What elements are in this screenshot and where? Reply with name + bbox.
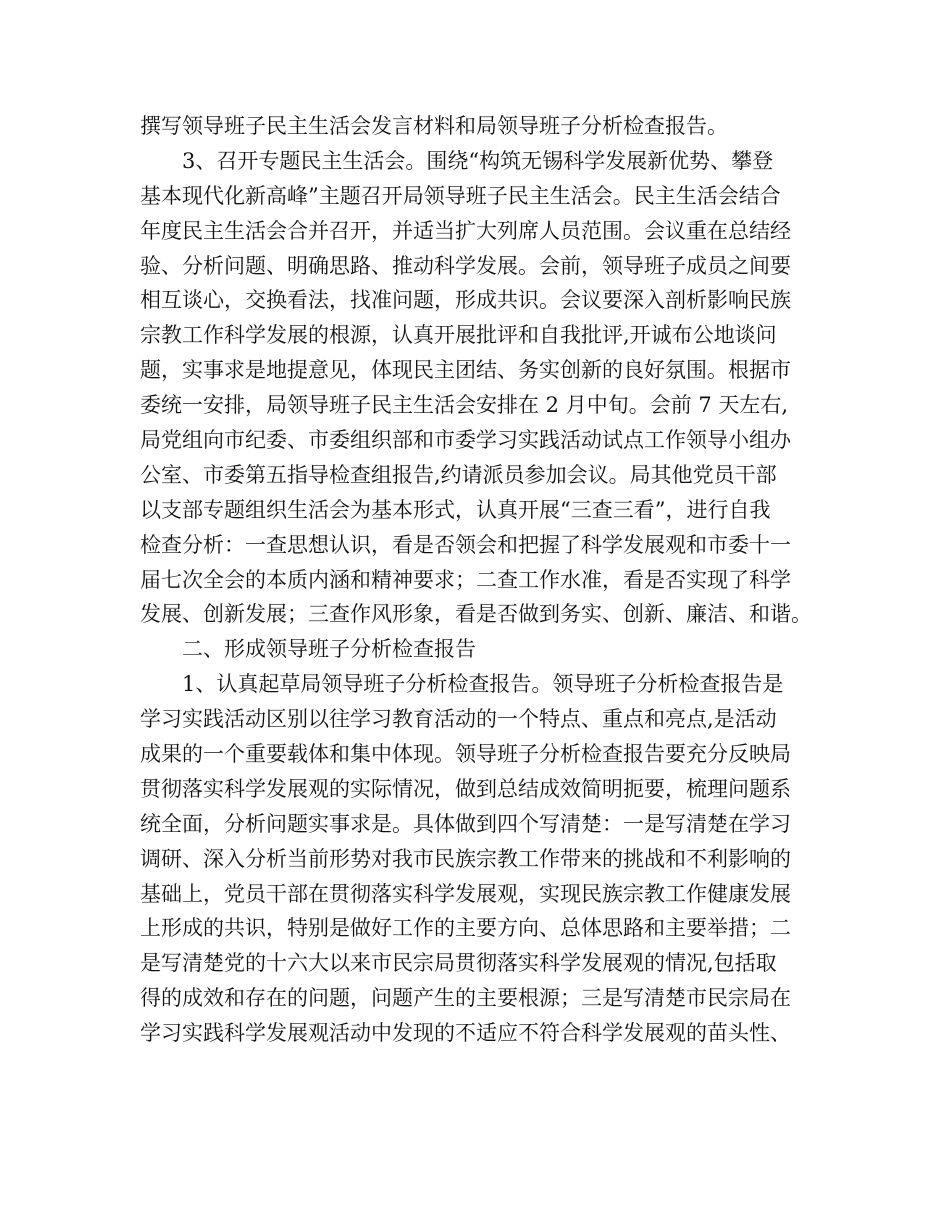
- text-line-26: 得的成效和存在的问题，问题产生的主要根源；三是写清楚市民宗局在: [140, 986, 791, 1011]
- section-heading: 二、形成领导班子分析检查报告: [182, 637, 476, 662]
- text-line-10: 局党组向市纪委、市委组织部和市委学习实践活动试点工作领导小组办: [140, 428, 791, 453]
- text-line-8: 题，实事求是地提意见，体现民主团结、务实创新的良好氛围。根据市: [140, 358, 791, 383]
- text-line-5: 验、分析问题、明确思路、推动科学发展。会前，领导班子成员之间要: [140, 253, 791, 278]
- text-line-14: 届七次全会的本质内涵和精神要求；二查工作水准，看是否实现了科学: [140, 567, 791, 592]
- text-line-17: 1、认真起草局领导班子分析检查报告。领导班子分析检查报告是: [182, 672, 784, 697]
- text-line-20: 贯彻落实科学发展观的实际情况，做到总结成效简明扼要，梳理问题系: [140, 776, 791, 801]
- text-line-15: 发展、创新发展；三查作风形象，看是否做到务实、创新、廉洁、和谐。: [140, 602, 812, 627]
- text-line-9: 委统一安排，局领导班子民主生活会安排在 2 月中旬。会前 7 天左右,: [140, 393, 789, 418]
- text-line-6: 相互谈心，交换看法，找准问题，形成共识。会议要深入剖析影响民族: [140, 288, 791, 313]
- document-body: [140, 109, 824, 1051]
- text-line-4: 年度民主生活会合并召开，并适当扩大列席人员范围。会议重在总结经: [140, 218, 791, 243]
- text-line-3: 基本现代化新高峰”主题召开局领导班子民主生活会。民主生活会结合: [140, 183, 781, 208]
- text-line-1: 撰写领导班子民主生活会发言材料和局领导班子分析检查报告。: [140, 114, 728, 138]
- text-line-7: 宗教工作科学发展的根源，认真开展批评和自我批评,开诚布公地谈问: [140, 323, 777, 348]
- text-line-24: 上形成的共识，特别是做好工作的主要方向、总体思路和主要举措；二: [140, 916, 791, 941]
- text-line-12: 以支部专题组织生活会为基本形式，认真开展“三查三看”，进行自我: [140, 497, 771, 522]
- text-line-25: 是写清楚党的十六大以来市民宗局贯彻落实科学发展观的情况,包括取: [140, 951, 777, 976]
- text-line-19: 成果的一个重要载体和集中体现。领导班子分析检查报告要充分反映局: [140, 742, 791, 767]
- text-line-27: 学习实践科学发展观活动中发现的不适应不符合科学发展观的苗头性、: [140, 1021, 791, 1046]
- text-line-2: 3、召开专题民主生活会。围绕“构筑无锡科学发展新优势、攀登: [182, 148, 774, 173]
- text-line-18: 学习实践活动区别以往学习教育活动的一个特点、重点和亮点,是活动: [140, 707, 777, 732]
- text-line-22: 调研、深入分析当前形势对我市民族宗教工作带来的挑战和不利影响的: [140, 846, 791, 871]
- text-line-13: 检查分析：一查思想认识，看是否领会和把握了科学发展观和市委十一: [140, 532, 791, 557]
- text-line-21: 统全面，分析问题实事求是。具体做到四个写清楚：一是写清楚在学习: [140, 811, 791, 836]
- text-line-11: 公室、市委第五指导检查组报告,约请派员参加会议。局其他党员干部: [140, 462, 777, 487]
- text-line-23: 基础上，党员干部在贯彻落实科学发展观，实现民族宗教工作健康发展: [140, 881, 791, 906]
